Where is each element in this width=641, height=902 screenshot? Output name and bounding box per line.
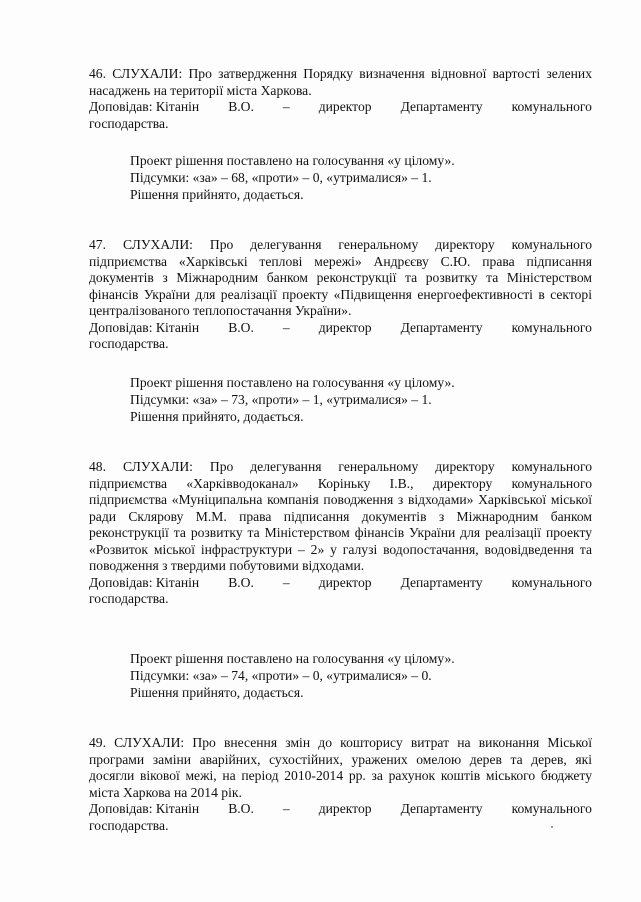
- vote-line: Підсумки: «за» – 68, «проти» – 0, «утрималися» – 1.: [130, 170, 432, 185]
- speaker-part: Доповідав: Кітанін: [89, 801, 200, 816]
- vote-line: Підсумки: «за» – 74, «проти» – 0, «утрималися» – 0.: [130, 668, 432, 683]
- speaker-part: В.О.: [228, 99, 254, 114]
- speaker-tail: господарства.: [89, 817, 169, 833]
- speaker-tail: господарства.: [89, 115, 169, 131]
- speaker-block: [89, 801, 592, 834]
- speaker-block: [89, 320, 592, 353]
- agenda-item-46: [89, 66, 592, 132]
- speaker-part: Департаменту: [400, 574, 483, 590]
- speaker-part: директор: [318, 801, 372, 816]
- agenda-item-47: [89, 237, 592, 353]
- speaker-part: –: [282, 319, 290, 335]
- vote-line: Рішення прийнято, додається.: [130, 409, 304, 424]
- speaker-tail: господарства.: [89, 336, 169, 351]
- speaker-part: В.О.: [228, 319, 254, 335]
- speaker-part: Доповідав: Кітанін: [89, 99, 200, 114]
- speaker-part: –: [282, 99, 290, 114]
- speaker-part: комунального: [511, 574, 592, 590]
- agenda-item-48: [89, 459, 592, 608]
- speaker-part: директор: [318, 99, 372, 114]
- speaker-part: В.О.: [228, 574, 254, 590]
- speaker-part: Доповідав: Кітанін: [89, 319, 200, 335]
- item-heading: 49. СЛУХАЛИ: Про внесення змін до кошторису витрат на виконання Міської програми заміни аварійних, сухостійних, уражених омелою дерев та дерев, які досягли вікової межі, на період 2010-2014 рр. за рахунок коштів міського бюджету міста Харкова на 2014 рік.: [89, 735, 592, 800]
- speaker-part: Департаменту: [400, 99, 483, 114]
- speaker-part: Департаменту: [400, 319, 483, 335]
- vote-line: Підсумки: «за» – 73, «проти» – 1, «утрималися» – 1.: [130, 392, 432, 407]
- speaker-part: –: [282, 574, 290, 590]
- speaker-part: комунального: [511, 319, 592, 335]
- vote-line: Проект рішення поставлено на голосування «у цілому».: [130, 651, 455, 666]
- item-heading: 48. СЛУХАЛИ: Про делегування генеральному директору комунального підприємства «Харківводоканал» Коріньку І.В., директору комунального підприємства «Муніципальна компанія поводження з відходами» Харківської міської ради Склярову М.М. права підписання документів з Міжнародним банком реконструкції та розвитку та Міністерством фінансів України для реалізації проекту «Розвиток міської інфраструктури – 2» у галузі водопостачання, водовідведення та поводження з твердими побутовими відходами.: [89, 459, 592, 573]
- speaker-part: директор: [318, 319, 372, 335]
- scan-speck: [551, 826, 553, 828]
- speaker-part: комунального: [511, 801, 592, 816]
- speaker-part: В.О.: [228, 801, 254, 816]
- vote-line: Рішення прийнято, додається.: [130, 187, 304, 202]
- speaker-part: Департаменту: [400, 801, 483, 816]
- speaker-part: Доповідав: Кітанін: [89, 574, 200, 590]
- item-heading: 46. СЛУХАЛИ: Про затвердження Порядку визначення відновної вартості зелених насаджень на території міста Харкова.: [89, 66, 592, 98]
- vote-line: Проект рішення поставлено на голосування «у цілому».: [130, 153, 455, 168]
- vote-block-48: [130, 650, 590, 701]
- vote-line: Проект рішення поставлено на голосування «у цілому».: [130, 375, 455, 390]
- speaker-part: директор: [318, 574, 372, 590]
- speaker-part: –: [282, 801, 290, 816]
- item-heading: 47. СЛУХАЛИ: Про делегування генеральному директору комунального підприємства «Харківські теплові мережі» Андрєєву С.Ю. права підписання документів з Міжнародним банком реконструкції та розвитку та Міністерством фінансів України для реалізації проекту «Підвищення енергоефективності в секторі централізованого теплопостачання України».: [89, 237, 592, 318]
- vote-block-47: [130, 374, 590, 425]
- vote-line: Рішення прийнято, додається.: [130, 685, 304, 700]
- speaker-part: комунального: [511, 99, 592, 114]
- agenda-item-49: [89, 735, 592, 834]
- speaker-block: [89, 99, 592, 132]
- speaker-block: [89, 575, 592, 608]
- vote-block-46: [130, 152, 590, 203]
- speaker-tail: господарства.: [89, 591, 169, 606]
